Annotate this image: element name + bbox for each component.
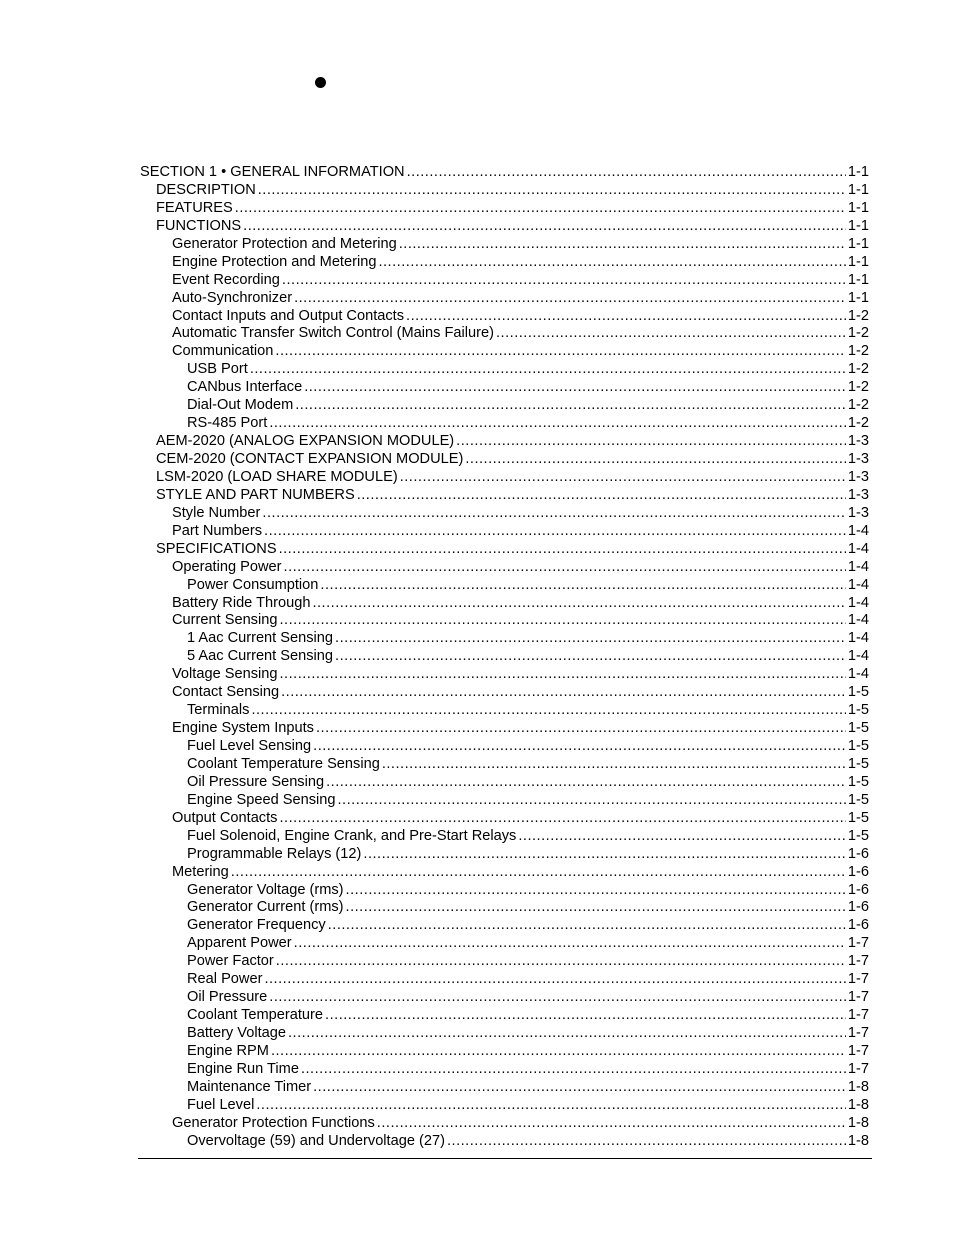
toc-entry[interactable] [140,792,869,810]
toc-entry-page: 1-5 [847,827,869,844]
toc-entry[interactable] [140,917,869,935]
toc-entry-label: Output Contacts [172,809,278,826]
toc-entry[interactable] [140,899,869,917]
toc-entry[interactable] [140,379,869,397]
toc-entry-page: 1-7 [847,1060,869,1077]
toc-entry[interactable] [140,433,869,451]
toc-entry[interactable] [140,1097,869,1115]
dot-leader [276,953,846,971]
toc-entry[interactable] [140,559,869,577]
dot-leader [316,720,846,738]
toc-entry-label: Coolant Temperature Sensing [187,755,380,772]
dot-leader [518,828,846,846]
toc-entry-page: 1-2 [847,343,869,360]
toc-entry[interactable] [140,182,869,200]
toc-entry-label: Fuel Level Sensing [187,738,312,754]
toc-entry-label: Apparent Power [187,935,292,952]
bullet-mark [315,77,326,88]
toc-entry-page: 1-4 [847,630,869,647]
dot-leader [275,343,846,361]
toc-entry[interactable] [140,505,869,523]
toc-entry-label: Engine Run Time [187,1060,299,1077]
dot-leader [262,505,846,523]
toc-entry[interactable] [140,254,869,272]
toc-entry[interactable] [140,810,869,828]
toc-entry[interactable] [140,774,869,792]
toc-entry[interactable] [140,738,869,756]
dot-leader [271,1043,846,1061]
dot-leader [320,577,845,595]
toc-entry-label: DESCRIPTION [156,181,256,198]
toc-entry-page: 1-4 [847,612,869,629]
toc-entry[interactable] [140,666,869,684]
toc-entry-label: Programmable Relays (12) [187,845,362,862]
toc-entry-page: 1-5 [847,702,869,719]
dot-leader [269,989,846,1007]
toc-entry-page: 1-4 [847,558,869,575]
toc-entry-page: 1-7 [847,1042,869,1059]
toc-entry-label: Battery Voltage [187,1025,286,1041]
toc-entry-page: 1-4 [847,648,869,665]
toc-entry-page: 1-4 [847,576,869,593]
toc-entry-label: Battery Ride Through [172,594,311,611]
dot-leader [496,325,846,343]
toc-entry-page: 1-6 [847,899,869,916]
toc-entry-label: AEM-2020 (ANALOG EXPANSION MODULE) [156,433,455,450]
toc-entry-label: Overvoltage (59) and Undervoltage (27) [187,1132,445,1149]
toc-entry-page: 1-3 [847,486,869,503]
toc-entry-page: 1-4 [847,540,869,557]
toc-entry[interactable] [140,343,869,361]
dot-leader [304,379,846,397]
toc-entry[interactable] [140,953,869,971]
toc-entry-label: Terminals [187,702,250,719]
dot-leader [251,702,845,720]
toc-entry-label: CANbus Interface [187,379,303,396]
dot-leader [281,684,846,702]
toc-entry-page: 1-1 [847,217,869,234]
toc-entry-page: 1-5 [847,755,869,772]
toc-entry-page: 1-2 [847,397,869,414]
toc-entry-page: 1-6 [847,863,869,880]
toc-entry-label: Engine Speed Sensing [187,791,336,808]
toc-entry-page: 1-1 [847,181,869,198]
toc-entry-label: Metering [172,863,229,880]
toc-entry[interactable] [140,577,869,595]
dot-leader [250,361,846,379]
dot-leader [346,899,846,917]
toc-entry-page: 1-3 [847,433,869,450]
dot-leader [256,1097,846,1115]
toc-entry[interactable] [140,469,869,487]
toc-entry[interactable] [140,864,869,882]
dot-leader [335,648,846,666]
dot-leader [279,666,845,684]
toc-entry-label: Auto-Synchronizer [172,289,293,306]
dot-leader [301,1061,846,1079]
dot-leader [399,236,846,254]
toc-entry[interactable] [140,1007,869,1025]
toc-entry-label: Maintenance Timer [187,1078,312,1095]
dot-leader [338,792,846,810]
toc-entry-page: 1-5 [847,809,869,826]
dot-leader [264,523,846,541]
toc-entry-page: 1-1 [847,235,869,252]
dot-leader [357,487,846,505]
toc-entry-page: 1-6 [847,917,869,934]
toc-entry-label: Contact Inputs and Output Contacts [172,307,405,324]
toc-entry[interactable] [140,200,869,218]
toc-entry-label: SPECIFICATIONS [156,540,277,557]
dot-leader [294,290,846,308]
toc-entry[interactable] [140,397,869,415]
dot-leader [279,810,845,828]
toc-entry[interactable] [140,1115,869,1133]
toc-entry-page: 1-8 [847,1096,869,1113]
toc-entry-label: Coolant Temperature [187,1007,324,1024]
toc-entry-page: 1-5 [847,720,869,737]
dot-leader [335,630,846,648]
toc-entry[interactable] [140,882,869,900]
toc-entry-page: 1-7 [847,953,869,970]
dot-leader [325,1007,846,1025]
toc-entry-label: Generator Frequency [187,917,326,934]
toc-entry-page: 1-2 [847,325,869,342]
toc-entry-label: Oil Pressure Sensing [187,773,325,790]
dot-leader [288,1025,846,1043]
toc-entry-label: STYLE AND PART NUMBERS [156,486,355,503]
dot-leader [407,164,846,182]
toc-entry-page: 1-7 [847,935,869,952]
dot-leader [279,541,846,559]
toc-entry-page: 1-3 [847,451,869,467]
toc-entry[interactable] [140,523,869,541]
dot-leader [258,182,846,200]
toc-entry-page: 1-7 [847,1025,869,1041]
toc-entry-label: USB Port [187,361,248,378]
toc-entry-label: SECTION 1 • GENERAL INFORMATION [140,164,405,180]
dot-leader [382,756,846,774]
dot-leader [377,1115,846,1133]
toc-entry[interactable] [140,325,869,343]
toc-entry-label: 5 Aac Current Sensing [187,648,334,665]
dot-leader [363,846,846,864]
toc-entry-page: 1-1 [847,164,869,180]
toc-entry-label: RS-485 Port [187,415,268,432]
toc-entry-label: Power Factor [187,953,274,970]
toc-entry-label: Operating Power [172,558,282,575]
toc-entry-page: 1-3 [847,468,869,485]
toc-entry-label: Event Recording [172,271,280,288]
toc-entry-page: 1-4 [847,666,869,683]
toc-entry-page: 1-1 [847,253,869,270]
dot-leader [346,882,846,900]
toc-entry[interactable] [140,290,869,308]
toc-entry[interactable] [140,989,869,1007]
toc-entry[interactable] [140,1043,869,1061]
toc-entry-page: 1-7 [847,1007,869,1024]
toc-entry-page: 1-8 [847,1114,869,1131]
toc-entry-page: 1-3 [847,504,869,521]
dot-leader [406,308,846,326]
toc-entry-label: LSM-2020 (LOAD SHARE MODULE) [156,468,398,485]
toc-entry-label: Generator Voltage (rms) [187,881,344,898]
toc-entry[interactable] [140,1061,869,1079]
toc-entry-page: 1-2 [847,361,869,378]
dot-leader [326,774,846,792]
dot-leader [294,935,846,953]
toc-entry-label: Voltage Sensing [172,666,278,683]
toc-entry-page: 1-6 [847,845,869,862]
toc-entry-page: 1-1 [847,199,869,216]
dot-leader [295,397,846,415]
toc-entry-page: 1-1 [847,271,869,288]
toc-entry-label: Generator Current (rms) [187,899,344,916]
toc-entry-label: Oil Pressure [187,989,268,1006]
toc-entry[interactable] [140,1025,869,1043]
toc-entry[interactable] [140,236,869,254]
toc-entry-label: Fuel Level [187,1096,255,1113]
toc-entry[interactable] [140,595,869,613]
toc-entry-label: Part Numbers [172,522,263,539]
toc-entry[interactable] [140,756,869,774]
toc-entry-label: Power Consumption [187,576,319,593]
toc-entry-page: 1-5 [847,684,869,701]
toc-entry[interactable] [140,415,869,433]
dot-leader [269,415,846,433]
table-of-contents [140,164,869,1151]
toc-entry[interactable] [140,935,869,953]
toc-entry[interactable] [140,612,869,630]
toc-entry-label: Dial-Out Modem [187,397,294,414]
toc-entry[interactable] [140,308,869,326]
toc-entry-label: Contact Sensing [172,684,280,701]
dot-leader [378,254,845,272]
dot-leader [313,1079,846,1097]
toc-entry[interactable] [140,846,869,864]
toc-entry-label: Fuel Solenoid, Engine Crank, and Pre-Start Relays [187,827,517,844]
toc-entry[interactable] [140,487,869,505]
dot-leader [447,1133,846,1151]
toc-entry-page: 1-1 [847,289,869,306]
toc-entry[interactable] [140,272,869,290]
dot-leader [313,738,846,756]
toc-entry-page: 1-5 [847,773,869,790]
toc-entry-label: Engine RPM [187,1042,269,1059]
toc-entry-label: Engine Protection and Metering [172,253,377,270]
toc-entry-label: FEATURES [156,199,233,216]
toc-entry-page: 1-5 [847,791,869,808]
dot-leader [243,218,846,236]
toc-entry[interactable] [140,720,869,738]
toc-entry-label: Automatic Transfer Switch Control (Mains Failure) [172,325,494,342]
dot-leader [400,469,846,487]
toc-entry-label: Current Sensing [172,612,278,629]
toc-entry[interactable] [140,218,869,236]
toc-entry-page: 1-8 [847,1078,869,1095]
toc-entry[interactable] [140,1079,869,1097]
footer-rule [138,1158,872,1159]
dot-leader [328,917,846,935]
toc-entry-page: 1-7 [847,989,869,1006]
toc-entry-page: 1-7 [847,971,869,988]
toc-entry[interactable] [140,648,869,666]
toc-entry[interactable] [140,630,869,648]
dot-leader [231,864,846,882]
dot-leader [312,595,845,613]
toc-entry-page: 1-2 [847,415,869,432]
toc-entry[interactable] [140,164,869,182]
toc-entry[interactable] [140,828,869,846]
dot-leader [235,200,846,218]
toc-entry-label: Communication [172,343,274,360]
toc-entry-label: Real Power [187,971,263,988]
toc-entry-page: 1-2 [847,307,869,324]
dot-leader [284,559,846,577]
toc-entry[interactable] [140,684,869,702]
toc-entry-label: FUNCTIONS [156,217,242,234]
dot-leader [279,612,845,630]
toc-entry[interactable] [140,541,869,559]
toc-entry-label: CEM-2020 (CONTACT EXPANSION MODULE) [156,451,464,467]
toc-entry-label: Generator Protection Functions [172,1114,375,1131]
toc-entry-label: Style Number [172,504,261,521]
toc-entry-page: 1-6 [847,881,869,898]
toc-entry-page: 1-8 [847,1132,869,1149]
toc-entry[interactable] [140,451,869,469]
dot-leader [465,451,846,469]
toc-entry-label: Engine System Inputs [172,720,314,737]
toc-entry-label: 1 Aac Current Sensing [187,630,334,647]
dot-leader [264,971,845,989]
dot-leader [456,433,846,451]
toc-entry[interactable] [140,702,869,720]
toc-entry-page: 1-5 [847,738,869,754]
toc-entry-page: 1-4 [847,594,869,611]
toc-entry-label: Generator Protection and Metering [172,235,397,252]
dot-leader [282,272,846,290]
toc-entry[interactable] [140,971,869,989]
toc-entry[interactable] [140,361,869,379]
toc-entry-page: 1-4 [847,522,869,539]
toc-entry[interactable] [140,1133,869,1151]
toc-entry-page: 1-2 [847,379,869,396]
